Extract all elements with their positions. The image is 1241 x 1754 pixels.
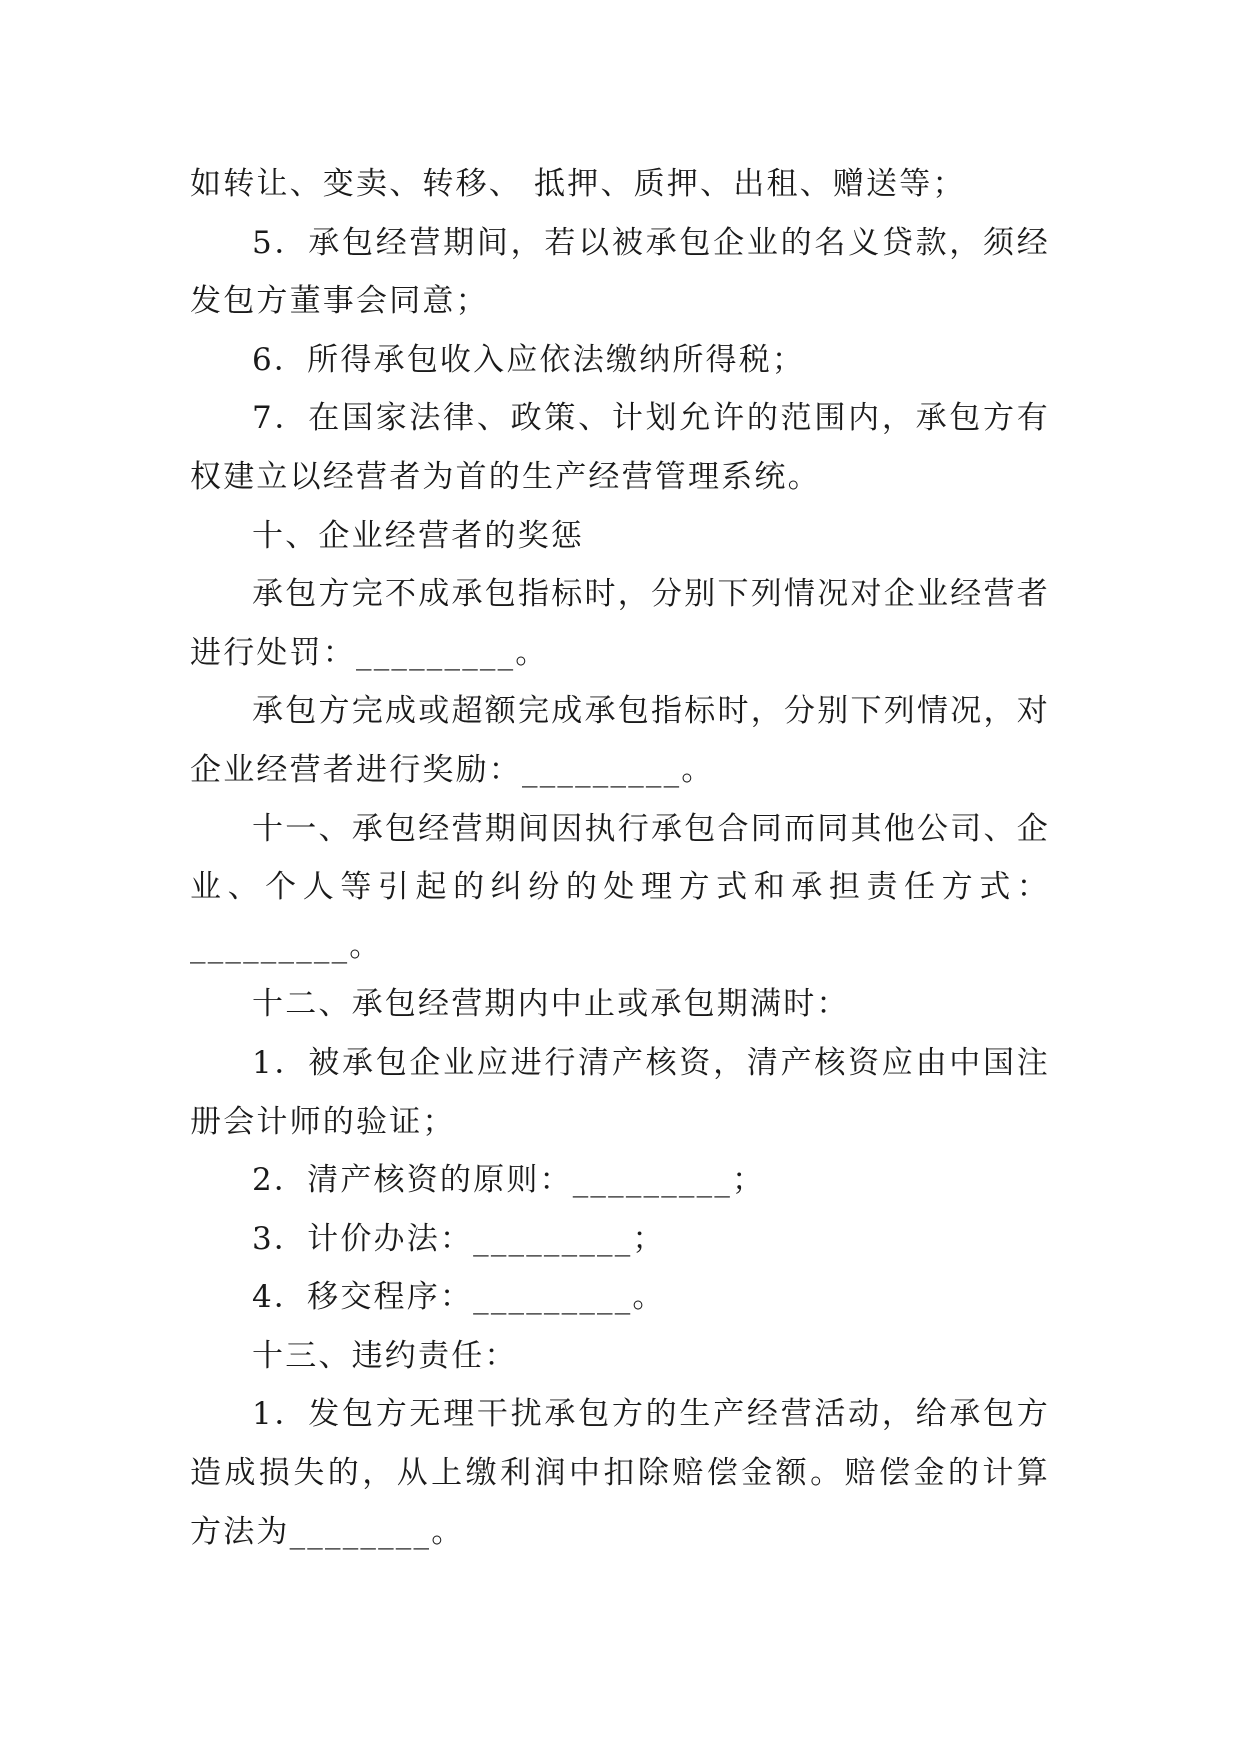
paragraph-item-12-2: 2．清产核资的原则：_________； (252, 1162, 766, 1199)
document-body (190, 155, 1050, 1561)
paragraph-item-6: 6．所得承包收入应依法缴纳所得税； (252, 341, 806, 378)
paragraph-reward: 承包方完成或超额完成承包指标时，分别下列情况，对企业经营者进行奖励：_________。 (190, 693, 1050, 788)
paragraph-continuation: 如转让、变卖、转移、 抵押、质押、出租、赠送等； (190, 166, 966, 202)
section-heading-12: 十二、承包经营期内中止或承包期满时： (252, 986, 850, 1023)
paragraph-item-5: 5．承包经营期间，若以被承包企业的名义贷款，须经发包方董事会同意； (190, 224, 1050, 320)
section-heading-11: 十一、承包经营期间因执行承包合同而同其他公司、企业、个人等引起的纠纷的处理方式和承担责任方式： (190, 810, 1050, 906)
paragraph-item-7: 7．在国家法律、政策、计划允许的范围内，承包方有权建立以经营者为首的生产经营管理系统。 (190, 400, 1050, 495)
paragraph-item-12-3: 3．计价办法：_________； (252, 1220, 666, 1257)
paragraph-item-12-4: 4．移交程序：_________。 (252, 1279, 666, 1316)
paragraph-blank-11: _________。 (190, 927, 383, 964)
section-heading-10: 十、企业经营者的奖惩 (252, 517, 584, 554)
paragraph-item-12-1: 1．被承包企业应进行清产核资，清产核资应由中国注册会计师的验证； (190, 1044, 1050, 1140)
paragraph-item-13-1: 1．发包方无理干扰承包方的生产经营活动，给承包方造成损失的，从上缴利润中扣除赔偿金额。赔偿金的计算方法为________。 (190, 1396, 1050, 1550)
paragraph-penalty: 承包方完不成承包指标时，分别下列情况对企业经营者进行处罚：_________。 (190, 576, 1050, 671)
section-heading-13: 十三、违约责任： (252, 1337, 518, 1374)
